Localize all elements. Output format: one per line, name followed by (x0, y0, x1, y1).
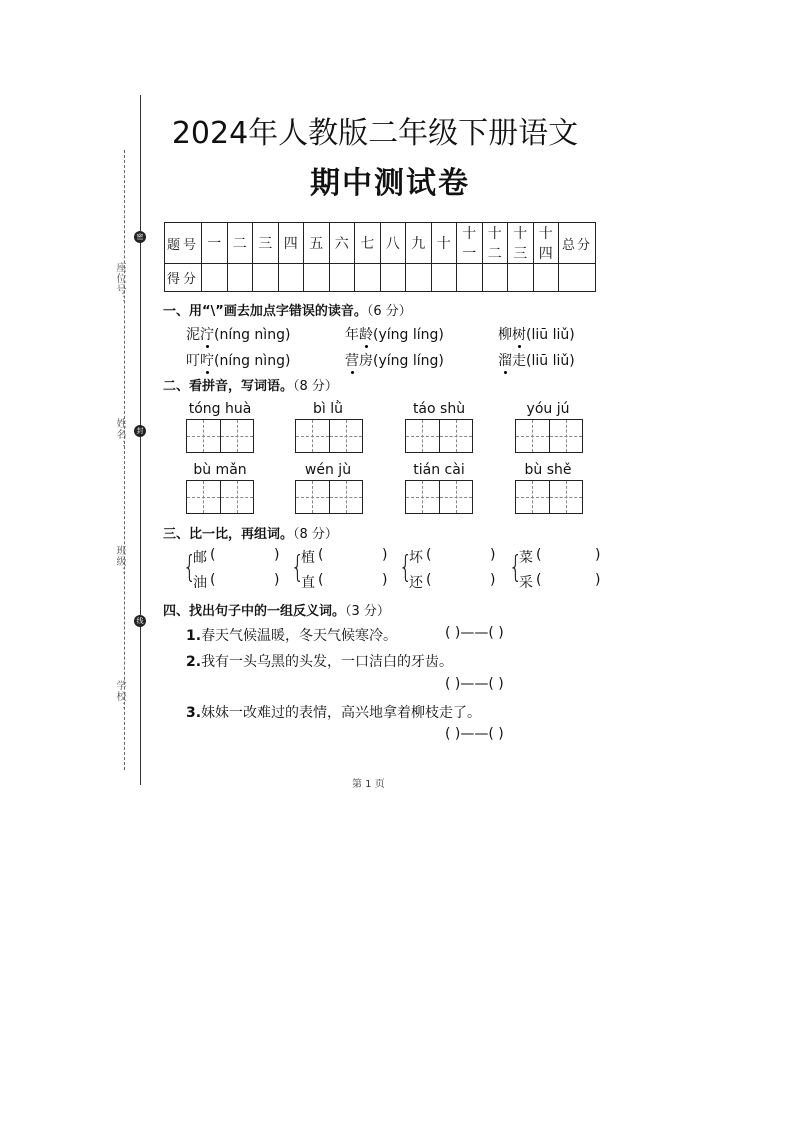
score-cell[interactable] (202, 264, 228, 292)
score-col: 十一 (457, 223, 483, 264)
page-footer: 第 1 页 (352, 779, 385, 790)
score-table-header-label: 题号 (165, 223, 202, 264)
compare-char: 邮 (193, 550, 207, 566)
score-cell[interactable] (457, 264, 483, 292)
section4-title-text: 四、找出句子中的一组反义词。 (163, 604, 346, 619)
score-col: 十三 (508, 223, 534, 264)
s1-item (186, 350, 290, 370)
s1-pinyin[interactable]: (liū liǔ) (526, 353, 575, 369)
pinyin-label: tóng huà (188, 401, 252, 417)
s1-dotted-char: 树 (512, 324, 526, 344)
antonym-answer[interactable]: ( )——( ) (445, 726, 504, 742)
score-table-total-label: 总分 (559, 223, 596, 264)
score-col: 三 (253, 223, 279, 264)
sentence-text: 妹妹一改难过的表情，高兴地拿着柳枝走了。 (201, 705, 482, 721)
pinyin-label: bù shě (524, 462, 572, 478)
compare-paren-close[interactable]: ) (490, 572, 496, 588)
brace-icon: { (508, 550, 523, 585)
compare-paren-open[interactable]: ( (210, 547, 216, 563)
brace-icon: { (182, 550, 197, 585)
binding-dot-mi: 密 (134, 231, 146, 243)
sentence-number: 3. (186, 705, 202, 721)
writing-box[interactable] (405, 480, 473, 514)
compare-paren-open[interactable]: ( (318, 547, 324, 563)
exam-title-line1: 2024年人教版二年级下册语文 (171, 116, 579, 151)
s1-char: 泥 (186, 327, 200, 343)
s1-item (345, 350, 444, 370)
sentence-number: 1. (186, 628, 202, 644)
compare-paren-close[interactable]: ) (274, 572, 280, 588)
score-cell[interactable] (329, 264, 355, 292)
writing-box[interactable] (295, 480, 363, 514)
pinyin-label: bì lǜ (313, 401, 343, 417)
compare-group (180, 547, 290, 593)
score-table-score-row (165, 264, 596, 292)
s1-char: 柳 (498, 327, 512, 343)
compare-char: 菜 (519, 550, 533, 566)
score-cell[interactable] (355, 264, 381, 292)
section1-points: （6 分） (366, 304, 412, 319)
score-col: 十二 (482, 223, 508, 264)
score-col: 九 (406, 223, 432, 264)
section4-points: （3 分） (345, 604, 390, 619)
binding-dashed-line (124, 150, 125, 770)
binding-field-class: 班级： (114, 545, 125, 578)
score-cell[interactable] (482, 264, 508, 292)
writing-box[interactable] (515, 480, 583, 514)
compare-paren-open[interactable]: ( (536, 547, 542, 563)
pinyin-label: yóu jú (526, 401, 570, 417)
compare-char: 植 (301, 550, 315, 566)
s1-item (186, 324, 290, 344)
compare-group (506, 547, 616, 593)
binding-line (140, 95, 141, 785)
section3-points: （8 分） (293, 527, 338, 542)
section3-title-text: 三、比一比，再组词。 (163, 527, 294, 542)
antonym-sentence (186, 651, 453, 671)
compare-paren-open[interactable]: ( (210, 572, 216, 588)
brace-icon: { (290, 550, 305, 585)
antonym-answer[interactable]: ( )——( ) (445, 676, 504, 692)
s1-pinyin[interactable]: (níng nìng) (214, 327, 291, 343)
compare-paren-close[interactable]: ) (595, 572, 601, 588)
antonym-answer[interactable]: ( )——( ) (445, 625, 504, 641)
score-col: 五 (304, 223, 330, 264)
binding-field-school: 学校： (114, 680, 125, 713)
writing-box[interactable] (295, 419, 363, 453)
compare-char: 还 (409, 575, 423, 591)
score-cell[interactable] (406, 264, 432, 292)
s1-dotted-char: 龄 (359, 324, 373, 344)
compare-char: 坏 (409, 550, 423, 566)
s1-dotted-char: 咛 (200, 350, 214, 370)
section1-title-text: 一、用“\”画去加点字错误的读音。 (163, 304, 367, 319)
pinyin-label: wén jù (304, 462, 352, 478)
compare-group (396, 547, 506, 593)
s1-pinyin[interactable]: (níng nìng) (214, 353, 291, 369)
compare-paren-open[interactable]: ( (426, 572, 432, 588)
score-table-score-label: 得分 (165, 264, 202, 292)
antonym-sentence (186, 625, 397, 645)
section2-points: （8 分） (293, 379, 338, 394)
compare-paren-close[interactable]: ) (274, 547, 280, 563)
section1-title (163, 300, 412, 319)
compare-paren-close[interactable]: ) (595, 547, 601, 563)
s1-dotted-char: 溜 (498, 350, 512, 370)
section4-title (163, 600, 390, 619)
binding-field-seat: 座位号： (114, 262, 125, 306)
score-col: 一 (202, 223, 228, 264)
s1-pinyin[interactable]: (yíng líng) (373, 327, 444, 343)
compare-paren-open[interactable]: ( (318, 572, 324, 588)
compare-paren-open[interactable]: ( (536, 572, 542, 588)
s1-char: 走 (512, 353, 526, 369)
writing-box[interactable] (515, 419, 583, 453)
s1-dotted-char: 营 (345, 350, 359, 370)
binding-dot-xian: 线 (134, 615, 146, 627)
s1-item (498, 324, 575, 344)
score-cell[interactable] (533, 264, 559, 292)
section3-title (163, 523, 338, 542)
compare-paren-close[interactable]: ) (490, 547, 496, 563)
score-col: 十 (431, 223, 457, 264)
s1-char: 叮 (186, 353, 200, 369)
pinyin-label: tián cài (413, 462, 465, 478)
compare-char: 采 (519, 575, 533, 591)
score-cell-total[interactable] (559, 264, 596, 292)
sentence-number: 2. (186, 654, 202, 670)
score-col: 六 (329, 223, 355, 264)
antonym-sentence (186, 702, 481, 722)
binding-dot-feng: 封 (134, 425, 146, 437)
s1-item (345, 324, 444, 344)
score-table-header-row (165, 223, 596, 264)
sentence-text: 春天气候温暖，冬天气候寒冷。 (201, 628, 398, 644)
s1-char: 房 (359, 353, 373, 369)
compare-paren-close[interactable]: ) (382, 547, 388, 563)
writing-box[interactable] (405, 419, 473, 453)
compare-paren-open[interactable]: ( (426, 547, 432, 563)
score-col: 十四 (533, 223, 559, 264)
brace-icon: { (398, 550, 413, 585)
binding-field-name: 姓名： (114, 418, 125, 451)
compare-paren-close[interactable]: ) (382, 572, 388, 588)
compare-group (288, 547, 398, 593)
s1-pinyin[interactable]: (yíng líng) (373, 353, 444, 369)
score-cell[interactable] (304, 264, 330, 292)
section2-title (163, 375, 338, 394)
score-cell[interactable] (508, 264, 534, 292)
pinyin-label: bù mǎn (193, 462, 247, 478)
score-cell[interactable] (227, 264, 253, 292)
compare-char: 油 (193, 575, 207, 591)
score-cell[interactable] (278, 264, 304, 292)
pinyin-label: táo shù (412, 401, 466, 417)
score-cell[interactable] (380, 264, 406, 292)
exam-title-line2: 期中测试卷 (310, 166, 470, 201)
s1-item (498, 350, 575, 370)
section2-title-text: 二、看拼音，写词语。 (163, 379, 294, 394)
s1-char: 年 (345, 327, 359, 343)
compare-char: 直 (301, 575, 315, 591)
score-cell[interactable] (431, 264, 457, 292)
score-cell[interactable] (253, 264, 279, 292)
score-col: 二 (227, 223, 253, 264)
writing-box[interactable] (186, 480, 254, 514)
sentence-text: 我有一头乌黑的头发，一口洁白的牙齿。 (201, 654, 454, 670)
score-col: 四 (278, 223, 304, 264)
score-table (164, 222, 596, 292)
writing-box[interactable] (186, 419, 254, 453)
s1-pinyin[interactable]: (liū liǔ) (526, 327, 575, 343)
s1-dotted-char: 泞 (200, 324, 214, 344)
score-col: 八 (380, 223, 406, 264)
score-col: 七 (355, 223, 381, 264)
